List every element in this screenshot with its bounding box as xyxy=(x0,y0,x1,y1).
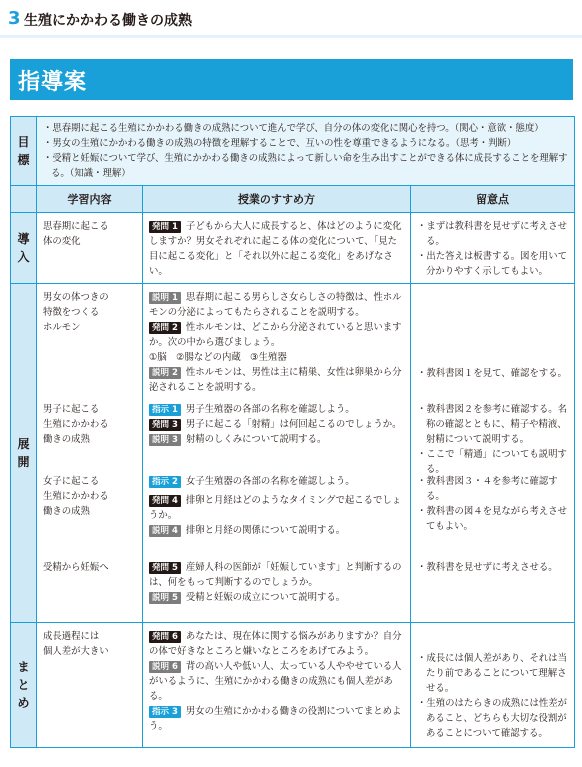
tag-instruct: 指示 1 xyxy=(149,404,181,416)
tag-instruct: 指示 2 xyxy=(149,476,181,488)
intro-flow xyxy=(143,213,411,284)
objectives-row xyxy=(11,117,575,186)
flow-item: 指示 2 女子生殖器の各部の名称を確認しよう。 xyxy=(149,474,406,489)
lesson-plan-table xyxy=(10,116,575,748)
tag-question: 発問 1 xyxy=(149,221,181,233)
tag-explain: 説明 4 xyxy=(149,525,181,537)
flow-item: 説明 5 受精と妊娠の成立について説明する。 xyxy=(149,590,406,605)
intro-row xyxy=(11,213,575,284)
flow-item: 説明 1 思春期に起こる男らしさ女らしさの特徴は、性ホルモンの分泌によってもたらされることを説明する。 xyxy=(149,292,402,318)
summary-flow xyxy=(143,623,411,748)
tag-question: 発問 5 xyxy=(149,562,181,574)
flow-item: 発問 6 あなたは、現在体に関する悩みがありますか？自分の体で好きなところと嫌いなところをあげてみよう。 xyxy=(149,631,402,657)
objectives-list xyxy=(37,117,575,186)
develop-notes: ・教科書図１を見て、確認をする。 ・教科書図２を参考に確認する。名称の確認とともに、精子や精液、射精について説明する。 ・ここで「精通」についても説明する。 ・教科書図３・４を参考に確認する。 ・教科書の図４を見ながら考えさせてもよい。 ・教科書を見せずに考えさせる。 xyxy=(411,284,575,623)
tag-instruct: 指示 3 xyxy=(149,706,181,718)
tag-explain: 説明 3 xyxy=(149,434,181,446)
chapter-title: 生殖にかかわる働きの成熟 xyxy=(24,13,192,29)
tag-explain: 説明 6 xyxy=(149,661,181,673)
develop-row xyxy=(11,284,575,623)
intro-notes: ・まずは教科書を見せずに考えさせる。 ・出た答えは板書する。図を用いて分かりやすく示してもよい。 xyxy=(411,213,575,284)
flow-item: ①脳 ②腸などの内蔵 ③生殖器 xyxy=(149,352,287,363)
banner-title: 指導案 xyxy=(18,70,88,95)
intro-label: 導 入 xyxy=(11,213,37,284)
flow-item: 発問 3 男子に起こる「射精」は何回起こるのでしょうか。 xyxy=(149,417,406,432)
flow-item: 指示 1 男子生殖器の各部の名称を確認しよう。 xyxy=(149,402,406,417)
tag-question: 発問 3 xyxy=(149,419,181,431)
chapter-header xyxy=(0,0,582,40)
flow-item: 指示 3 男女の生殖にかかわる働きの役割についてまとめよう。 xyxy=(149,706,402,732)
tag-explain: 説明 2 xyxy=(149,367,181,379)
summary-row xyxy=(11,623,575,748)
summary-content: 成長過程には 個人差が大きい xyxy=(37,623,143,748)
tag-question: 発問 6 xyxy=(149,631,181,643)
section-banner xyxy=(10,59,573,100)
objective-item: ・受精と妊娠について学び、生殖にかかわる働きの成熟によって新しい命を生み出すことができる体に成長することを理解する。（知識・理解） xyxy=(43,153,568,179)
flow-item: 説明 3 射精のしくみについて説明する。 xyxy=(149,432,406,447)
intro-content: 思春期に起こる 体の変化 xyxy=(37,213,143,284)
develop-flow xyxy=(143,284,411,623)
flow-item: 説明 2 性ホルモンは、男性は主に精巣、女性は卵巣から分泌されることを説明する。 xyxy=(149,367,402,393)
tag-question: 発問 2 xyxy=(149,322,181,334)
flow-item: 発問 5 産婦人科の医師が「妊娠しています」と判断するのは、何をもって判断するのでしょうか。 xyxy=(149,562,402,588)
flow-item: 発問 4 排卵と月経はどのようなタイミングで起こるでしょうか。 xyxy=(149,495,402,521)
header-flow: 授業のすすめ方 xyxy=(143,186,411,213)
header-rule xyxy=(0,35,582,38)
tag-explain: 説明 5 xyxy=(149,592,181,604)
chapter-number: 3 xyxy=(8,8,21,29)
flow-item: 説明 6 背の高い人や低い人、太っている人ややせている人がいるように、生殖にかかわる働きの成熟にも個人差がある。 xyxy=(149,661,402,702)
header-row xyxy=(11,186,575,213)
header-notes: 留意点 xyxy=(411,186,575,213)
objectives-label: 目 標 xyxy=(11,117,37,186)
tag-explain: 説明 1 xyxy=(149,292,181,304)
develop-label: 展 開 xyxy=(11,284,37,623)
flow-item: 発問 2 性ホルモンは、どこから分泌されていると思いますか。次の中から選びましょう。 xyxy=(149,322,402,348)
tag-question: 発問 4 xyxy=(149,495,181,507)
header-content: 学習内容 xyxy=(37,186,143,213)
summary-label: ま と め xyxy=(11,623,37,748)
develop-content: 男女の体つきの 特徴をつくる ホルモン 男子に起こる 生殖にかかわる 働きの成熟 女子に起こる 生殖にかかわる 働きの成熟 受精から妊娠へ xyxy=(37,284,143,623)
flow-item: 説明 4 排卵と月経の関係について説明する。 xyxy=(149,523,406,538)
header-blank xyxy=(11,186,37,213)
summary-notes: ・成長には個人差があり、それは当たり前であることについて理解させる。 ・生殖のはたらきの成熟には性差があること、どちらも大切な役割があることについて確認する。 xyxy=(411,623,575,748)
objective-item: ・男女の生殖にかかわる働きの成熟の特徴を理解することで、互いの性を尊重できるようになる。（思考・判断） xyxy=(43,138,517,149)
objective-item: ・思春期に起こる生殖にかかわる働きの成熟について進んで学び、自分の体の変化に関心を持つ。（関心・意欲・態度） xyxy=(43,123,544,134)
flow-item: 発問 1 子どもから大人に成長すると、体はどのように変化しますか？男女それぞれに起こる体の変化について、「見た目に起こる変化」と「それ以外に起こる変化」をあげなさい。 xyxy=(149,221,402,277)
